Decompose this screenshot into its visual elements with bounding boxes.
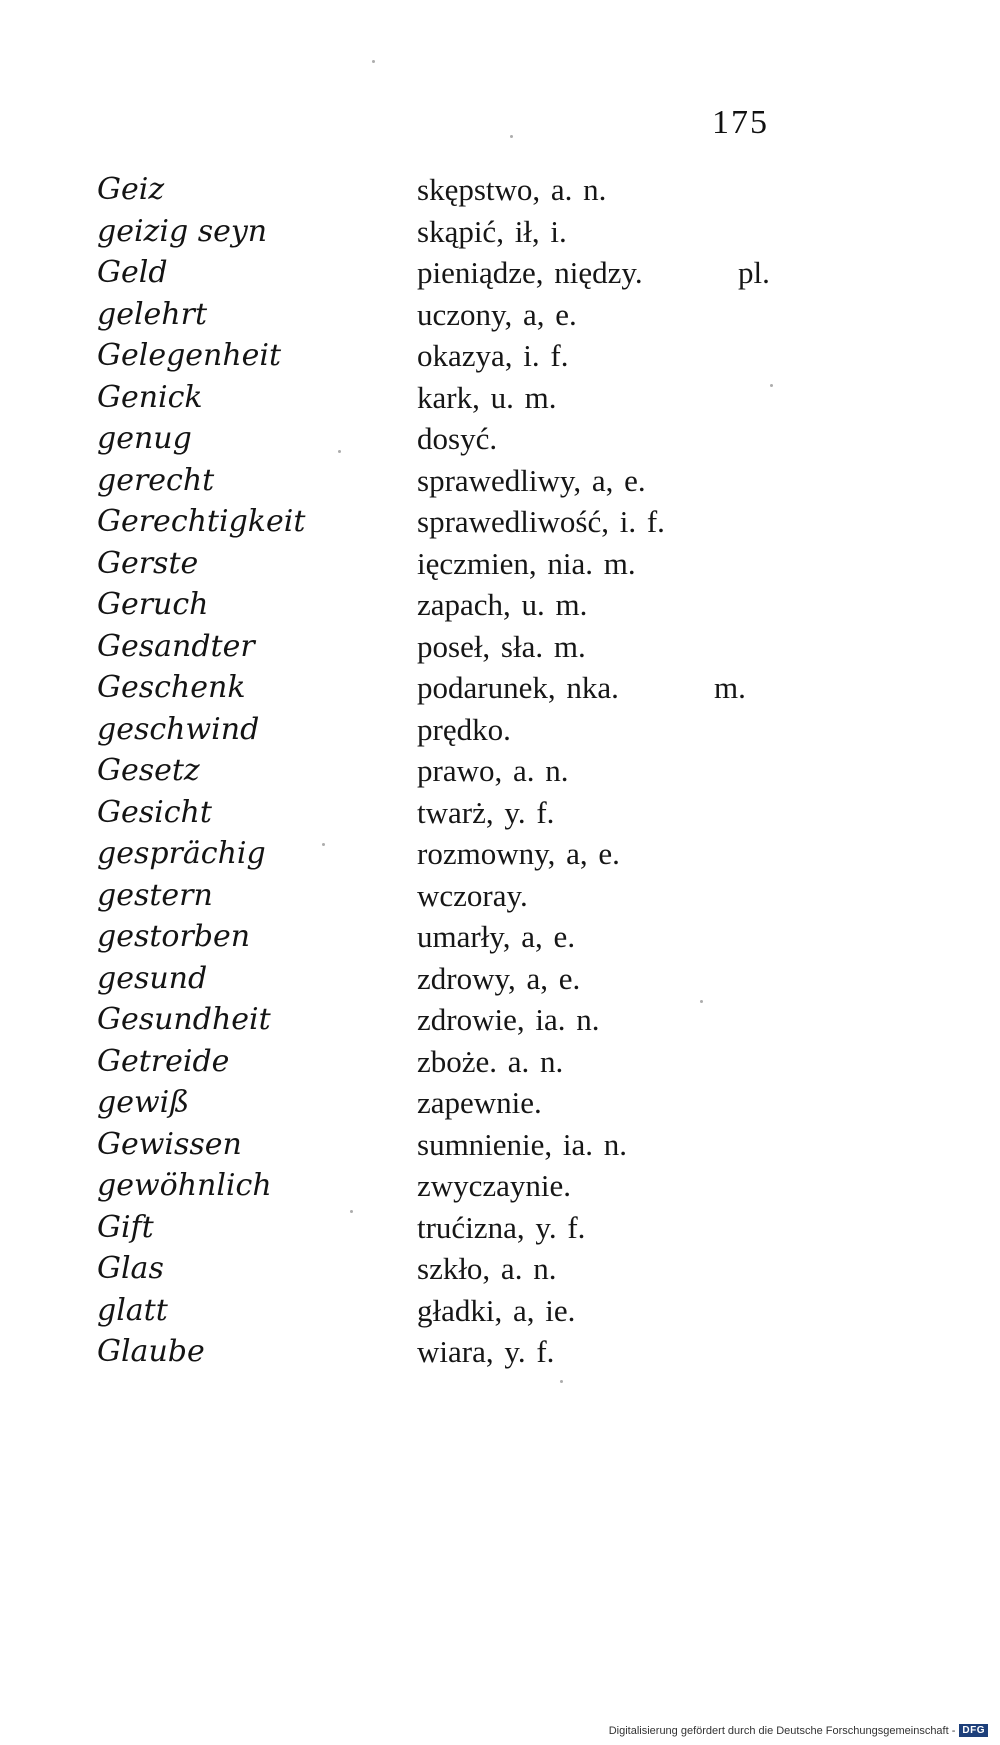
digitization-credit [609,1724,988,1737]
polish-translation: zdrowy, a, e. [417,960,581,996]
german-headword: Getreide [97,1043,230,1079]
german-headword: Genick [97,379,203,415]
dictionary-entry [0,1125,1000,1167]
german-headword: gesund [97,960,208,996]
print-speck [560,1380,563,1383]
german-headword: Gesandter [97,628,255,664]
polish-translation: dosyć. [417,421,498,456]
print-speck [770,384,773,387]
grammar-note: m. [714,670,746,705]
german-headword: Gesundheit [97,1002,271,1037]
polish-translation: pieniądze, niędzy. [417,255,643,290]
polish-translation: skępstwo, a. n. [417,172,607,207]
german-headword: Geld [97,255,168,290]
german-headword: gewöhnlich [97,1168,272,1203]
polish-translation: uczony, a, e. [417,296,577,332]
german-headword: Glaube [97,1334,205,1369]
dfg-logo: DFG [959,1724,988,1737]
polish-translation: prawo, a. n. [417,753,569,788]
polish-translation: szkło, a. n. [417,1251,557,1286]
print-speck [700,1000,703,1003]
dictionary-entry [0,502,1000,544]
dictionary-entry [0,1083,1000,1125]
dictionary-entry [0,710,1000,752]
polish-translation: poseł, sła. m. [417,628,586,664]
german-headword: gewiß [97,1085,190,1120]
dictionary-entry [0,295,1000,337]
german-headword: geschwind [97,711,260,747]
polish-translation: skąpić, ił, i. [417,213,567,249]
german-headword: genug [97,421,192,456]
dictionary-entry [0,1332,1000,1374]
print-speck [350,1210,353,1213]
polish-translation: zdrowie, ia. n. [417,1002,600,1037]
dictionary-entry [0,170,1000,212]
dictionary-entry [0,1000,1000,1042]
dictionary-entry [0,1291,1000,1333]
german-headword: Gerste [97,545,199,581]
dictionary-entry [0,544,1000,586]
print-speck [510,135,513,138]
german-headword: gelehrt [97,296,208,332]
polish-translation: ięczmien, nia. m. [417,545,636,581]
dictionary-entry [0,1249,1000,1291]
german-headword: Glas [97,1251,164,1286]
dictionary-entry [0,1208,1000,1250]
polish-translation: gładki, a, ie. [417,1292,576,1328]
polish-translation: zboże. a. n. [417,1043,564,1079]
dictionary-entry [0,336,1000,378]
dictionary-entry [0,253,1000,295]
dictionary-entry [0,461,1000,503]
polish-translation: zapewnie. [417,1085,542,1120]
polish-translation: okazya, i. f. [417,338,569,373]
german-headword: gerecht [97,462,215,498]
dictionary-entry [0,751,1000,793]
dictionary-entry [0,917,1000,959]
polish-translation: trućizna, y. f. [417,1209,586,1245]
dictionary-entry [0,876,1000,918]
german-headword: gestorben [97,919,251,954]
german-headword: Geschenk [97,670,246,705]
polish-translation: sumnienie, ia. n. [417,1126,628,1162]
page-number: 175 [712,104,769,141]
german-headword: Gerechtigkeit [97,504,306,539]
dictionary-entry [0,627,1000,669]
dictionary-entry-list [0,170,1000,1374]
polish-translation: umarły, a, e. [417,919,576,954]
german-headword: Geiz [97,172,165,207]
dictionary-entry [0,212,1000,254]
print-speck [338,450,341,453]
dictionary-entry [0,834,1000,876]
german-headword: Gewissen [97,1126,242,1162]
polish-translation: sprawedliwy, a, e. [417,462,646,498]
dictionary-entry [0,668,1000,710]
polish-translation: kark, u. m. [417,379,557,415]
german-headword: Gesicht [97,794,212,830]
grammar-note: pl. [738,255,770,290]
dictionary-entry [0,793,1000,835]
polish-translation: podarunek, nka. [417,670,619,705]
polish-translation: twarż, y. f. [417,794,555,830]
german-headword: gestern [97,877,213,913]
dictionary-entry [0,419,1000,461]
german-headword: geizig seyn [97,213,268,249]
print-speck [322,843,325,846]
german-headword: Gelegenheit [97,338,282,373]
polish-translation: sprawedliwość, i. f. [417,504,665,539]
german-headword: Gift [97,1209,154,1245]
dictionary-entry [0,585,1000,627]
dictionary-entry [0,1042,1000,1084]
dictionary-entry [0,959,1000,1001]
dictionary-entry [0,1166,1000,1208]
polish-translation: zapach, u. m. [417,587,588,622]
print-speck [372,60,375,63]
german-headword: Gesetz [97,753,200,788]
german-headword: Geruch [97,587,209,622]
german-headword: gesprächig [97,836,266,871]
polish-translation: rozmowny, a, e. [417,836,620,871]
dictionary-entry [0,378,1000,420]
digitization-credit-text: Digitalisierung gefördert durch die Deutsche Forschungsgemeinschaft - [608,1724,956,1737]
polish-translation: zwyczaynie. [417,1168,572,1203]
german-headword: glatt [97,1292,168,1328]
polish-translation: prędko. [417,711,511,747]
polish-translation: wczoray. [417,877,528,913]
polish-translation: wiara, y. f. [417,1334,555,1369]
